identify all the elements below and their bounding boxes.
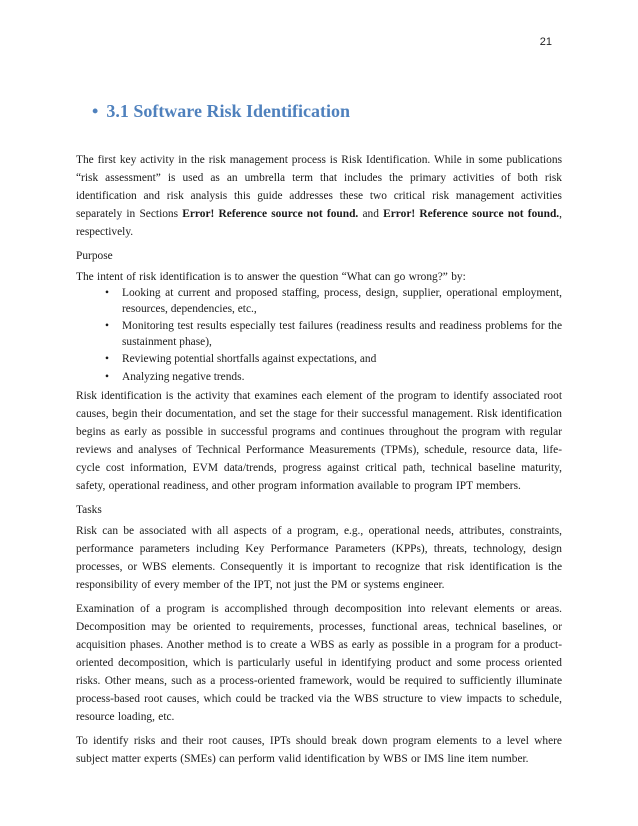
list-item-text: Analyzing negative trends.	[122, 370, 245, 383]
list-item	[105, 286, 562, 317]
tasks-label: Tasks	[76, 504, 102, 516]
document-body	[76, 151, 562, 774]
tasks-paragraph-3: To identify risks and their root causes, IPTs should break down program elements to a level where subject matter experts (SMEs) can perform valid identification by WBS or IMS line item number.	[76, 735, 562, 765]
section-heading	[92, 101, 350, 122]
bullet-glyph: •	[105, 320, 109, 332]
tasks-paragraph-2: Examination of a program is accomplished through decomposition into relevant elements or areas. Decomposition may be oriented to requirements, processes, functional areas, technical baselines, or acquisition phases. Another method is to create a WBS as early as possible in a program for a product-oriented decomposition, which is particularly useful in identifying product and some process oriented risks. Other means, such as a process-oriented framework, would be required to sufficiently illuminate process-based root causes, which could be tracked via the WBS structure to view impacts to schedule, resource loading, etc.	[76, 603, 562, 723]
list-item-text: Reviewing potential shortfalls against expectations, and	[122, 353, 377, 365]
purpose-bullet-list	[76, 286, 562, 385]
purpose-paragraph: Risk identification is the activity that examines each element of the program to identify associated root causes, begin their documentation, and set the stage for their successful management. Risk identification begins as early as possible in successful programs and continues throughout the program with regular reviews and analyses of Technical Performance Measurements (TPMs), schedule, resource data, life-cycle cost information, EVM data/trends, progress against critical path, technical baseline maturity, safety, operational readiness, and other program information available to program IPT members.	[76, 390, 562, 492]
bullet-glyph: •	[105, 370, 109, 383]
intro-text-2: and	[358, 208, 384, 220]
heading-text: 3.1 Software Risk Identification	[106, 101, 350, 121]
reference-error-2: Error! Reference source not found.	[383, 208, 560, 220]
list-item	[105, 319, 562, 350]
list-item	[105, 370, 562, 386]
reference-error-1: Error! Reference source not found.	[182, 208, 359, 220]
bullet-glyph: •	[105, 287, 109, 299]
page-number: 21	[539, 36, 552, 48]
list-item-text: Looking at current and proposed staffing, process, design, supplier, operational employment, resources, dependencies, etc.,	[122, 287, 562, 315]
list-item	[105, 352, 562, 368]
tasks-paragraph-1: Risk can be associated with all aspects of a program, e.g., operational needs, attributes, constraints, performance parameters including Key Performance Parameters (KPPs), threats, technology, design processes, or WBS elements. Consequently it is important to recognize that risk identification is the responsibility of every member of the IPT, not just the PM or systems engineer.	[76, 525, 562, 591]
heading-bullet: •	[92, 101, 99, 121]
purpose-lead: The intent of risk identification is to answer the question “What can go wrong?” by:	[76, 271, 466, 283]
list-item-text: Monitoring test results especially test failures (readiness results and readiness problems for the sustainment phase),	[122, 320, 562, 348]
intro-paragraph	[76, 151, 562, 241]
intro-text-1: The first key activity in the risk management process is Risk Identification. While in some publications “risk assessment” is used as an umbrella term that includes the primary activities of both risk identification and risk analysis this guide addresses these two critical risk management activities separately in Sections	[76, 154, 562, 220]
intro-text-3: , respectively.	[76, 208, 562, 238]
bullet-glyph: •	[105, 353, 109, 365]
purpose-label: Purpose	[76, 250, 113, 262]
